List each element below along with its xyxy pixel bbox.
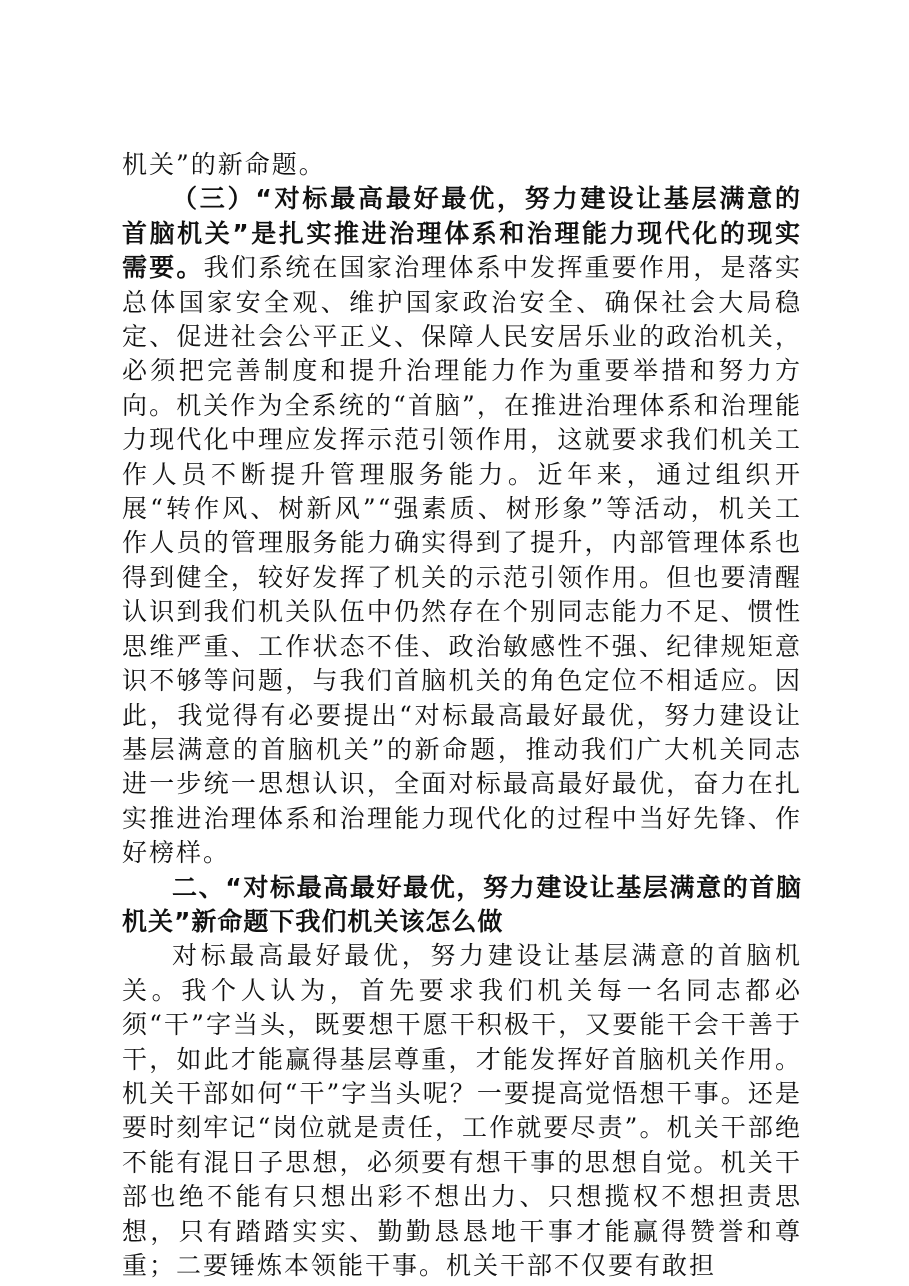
document-body (122, 148, 802, 1283)
paragraph-section-three (122, 182, 802, 870)
paragraph-continuation: 机关”的新命题。 (122, 150, 326, 179)
section-two-heading: 二、“对标最高最好最优，努力建设让基层满意的首脑机关”新命题下我们机关该怎么做 (122, 872, 802, 936)
section-three-heading: （三）“对标最高最好最优，努力建设让基层满意的首脑机关”是扎实推进治理体系和治理能力现代化的现实需要。 (122, 184, 802, 283)
section-three-body: 我们系统在国家治理体系中发挥重要作用，是落实总体国家安全观、维护国家政治安全、确保社会大局稳定、促进社会公平正义、保障人民安居乐业的政治机关，必须把完善制度和提升治理能力作为重要举措和努力方向。机关作为全系统的“首脑”，在推进治理体系和治理能力现代化中理应发挥示范引领作用，这就要求我们机关工作人员不断提升管理服务能力。近年来，通过组织开展“转作风、树新风”“强素质、树形象”等活动，机关工作人员的管理服务能力确实得到了提升，内部管理体系也得到健全，较好发挥了机关的示范引领作用。但也要清醒认识到我们机关队伍中仍然存在个别同志能力不足、惯性思维严重、工作状态不佳、政治敏感性不强、纪律规矩意识不够等问题，与我们首脑机关的角色定位不相适应。因此，我觉得有必要提出“对标最高最好最优，努力建设让基层满意的首脑机关”的新命题，推动我们广大机关同志进一步统一思想认识，全面对标最高最好最优，奋力在扎实推进治理体系和治理能力现代化的过程中当好先锋、作好榜样。 (122, 253, 802, 868)
paragraph-section-two: 对标最高最好最优，努力建设让基层满意的首脑机关。我个人认为，首先要求我们机关每一名同志都必须“干”字当头，既要想干愿干积极干，又要能干会干善于干，如此才能赢得基层尊重，才能发挥好首脑机关作用。机关干部如何“干”字当头呢？一要提高觉悟想干事。还是要时刻牢记“岗位就是责任，工作就要尽责”。机关干部绝不能有混日子思想，必须要有想干事的思想自觉。机关干部也绝不能有只想出彩不想出力、只想揽权不想担责思想，只有踏踏实实、勤勤恳恳地干事才能赢得赞誉和尊重；二要锤炼本领能干事。机关干部不仅要有敢担 (122, 941, 802, 1280)
